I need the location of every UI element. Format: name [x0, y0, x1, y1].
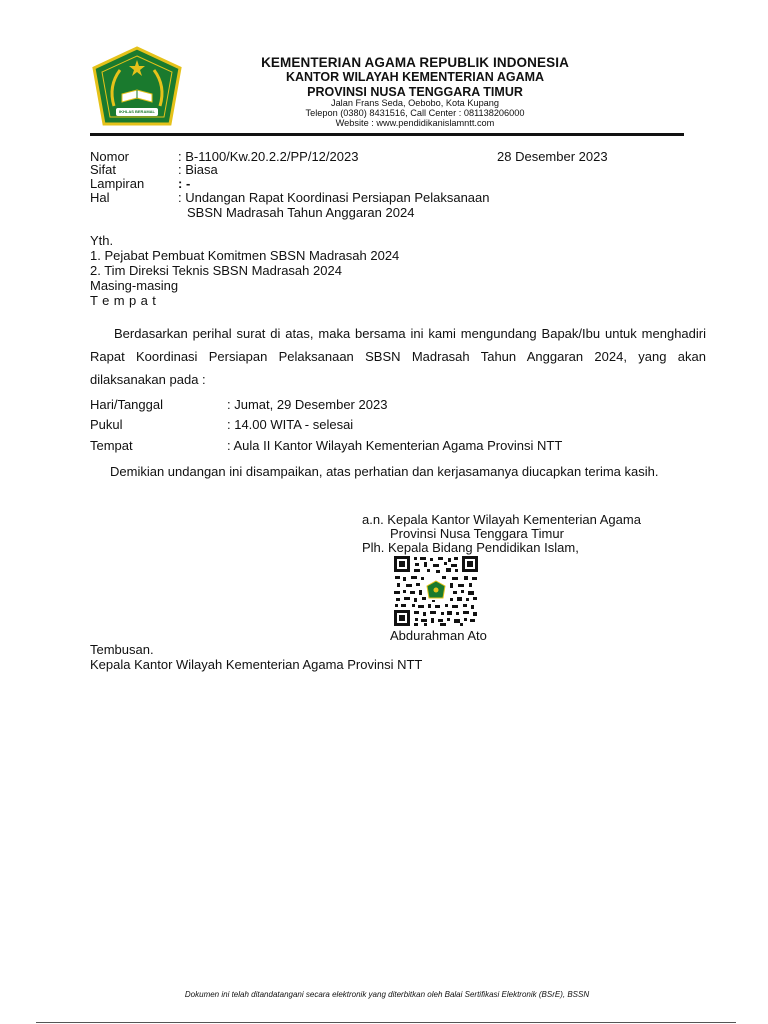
recipient-tempat: T e m p a t [90, 293, 157, 308]
letterhead-divider [90, 133, 684, 136]
electronic-signature-note: Dokumen ini telah ditandatangani secara elektronik yang diterbitkan oleh Balai Sertifikasi Elektronik (BSrE), BSSN [184, 990, 590, 999]
cc-label: Tembusan. [90, 642, 154, 657]
page-bottom-line [36, 1022, 736, 1023]
letterhead-website: Website : www.pendidikanislamntt.com [335, 118, 495, 128]
pukul-label: Pukul [90, 417, 123, 432]
letterhead-phone: Telepon (0380) 8431516, Call Center : 081138206000 [305, 108, 525, 118]
hal-value-line1: : Undangan Rapat Koordinasi Persiapan Pelaksanaan [178, 190, 490, 205]
hal-value-line2: SBSN Madrasah Tahun Anggaran 2024 [187, 205, 415, 220]
tempat-label: Tempat [90, 438, 133, 453]
pukul-value: : 14.00 WITA - selesai [227, 417, 354, 432]
body-paragraph-2: Demikian undangan ini disampaikan, atas perhatian dan kerjasamanya diucapkan terima kasih. [110, 464, 659, 479]
yth: Yth. [90, 233, 114, 248]
sifat-label: Sifat [90, 162, 117, 177]
tempat-value: : Aula II Kantor Wilayah Kementerian Agama Provinsi NTT [227, 438, 563, 453]
kemenag-logo [90, 46, 184, 130]
hal-label: Hal [90, 190, 110, 205]
recipient-place: Masing-masing [90, 278, 179, 293]
recipient-1: 1. Pejabat Pembuat Komitmen SBSN Madrasah 2024 [90, 248, 400, 263]
cc-item: Kepala Kantor Wilayah Kementerian Agama Provinsi NTT [90, 657, 423, 672]
letter-date: 28 Desember 2023 [497, 149, 608, 164]
signature-title: Plh. Kepala Bidang Pendidikan Islam, [362, 540, 579, 555]
recipient-2: 2. Tim Direksi Teknis SBSN Madrasah 2024 [90, 263, 342, 278]
signatory-name: Abdurahman Ato [390, 628, 487, 643]
signature-province: Provinsi Nusa Tenggara Timur [390, 526, 564, 541]
letterhead-ministry: KEMENTERIAN AGAMA REPUBLIK INDONESIA [261, 55, 569, 70]
body-paragraph-1: Berdasarkan perihal surat di atas, maka bersama ini kami mengundang Bapak/Ibu untuk menghadiri Rapat Koordinasi Persiapan Pelaksanaan SBSN Madrasah Tahun Anggaran 2024, yang akan dilaksanakan pada : [90, 326, 706, 387]
letterhead-office: KANTOR WILAYAH KEMENTERIAN AGAMA [285, 70, 545, 84]
lampiran-label: Lampiran [90, 176, 145, 191]
letterhead-province: PROVINSI NUSA TENGGARA TIMUR [307, 85, 523, 99]
lampiran-value: : - [178, 176, 191, 191]
hari-label: Hari/Tanggal [90, 397, 163, 412]
hari-value: : Jumat, 29 Desember 2023 [227, 397, 388, 412]
logo-motto: IKHLAS BERAMAL [119, 109, 155, 114]
letterhead-address: Jalan Frans Seda, Oebobo, Kota Kupang [330, 98, 500, 108]
nomor-value: : B-1100/Kw.20.2.2/PP/12/2023 [178, 149, 359, 164]
qr-code-signature [394, 556, 478, 626]
nomor-label: Nomor [90, 149, 130, 164]
sifat-value: : Biasa [178, 162, 218, 177]
signature-an: a.n. Kepala Kantor Wilayah Kementerian Agama [362, 512, 641, 527]
